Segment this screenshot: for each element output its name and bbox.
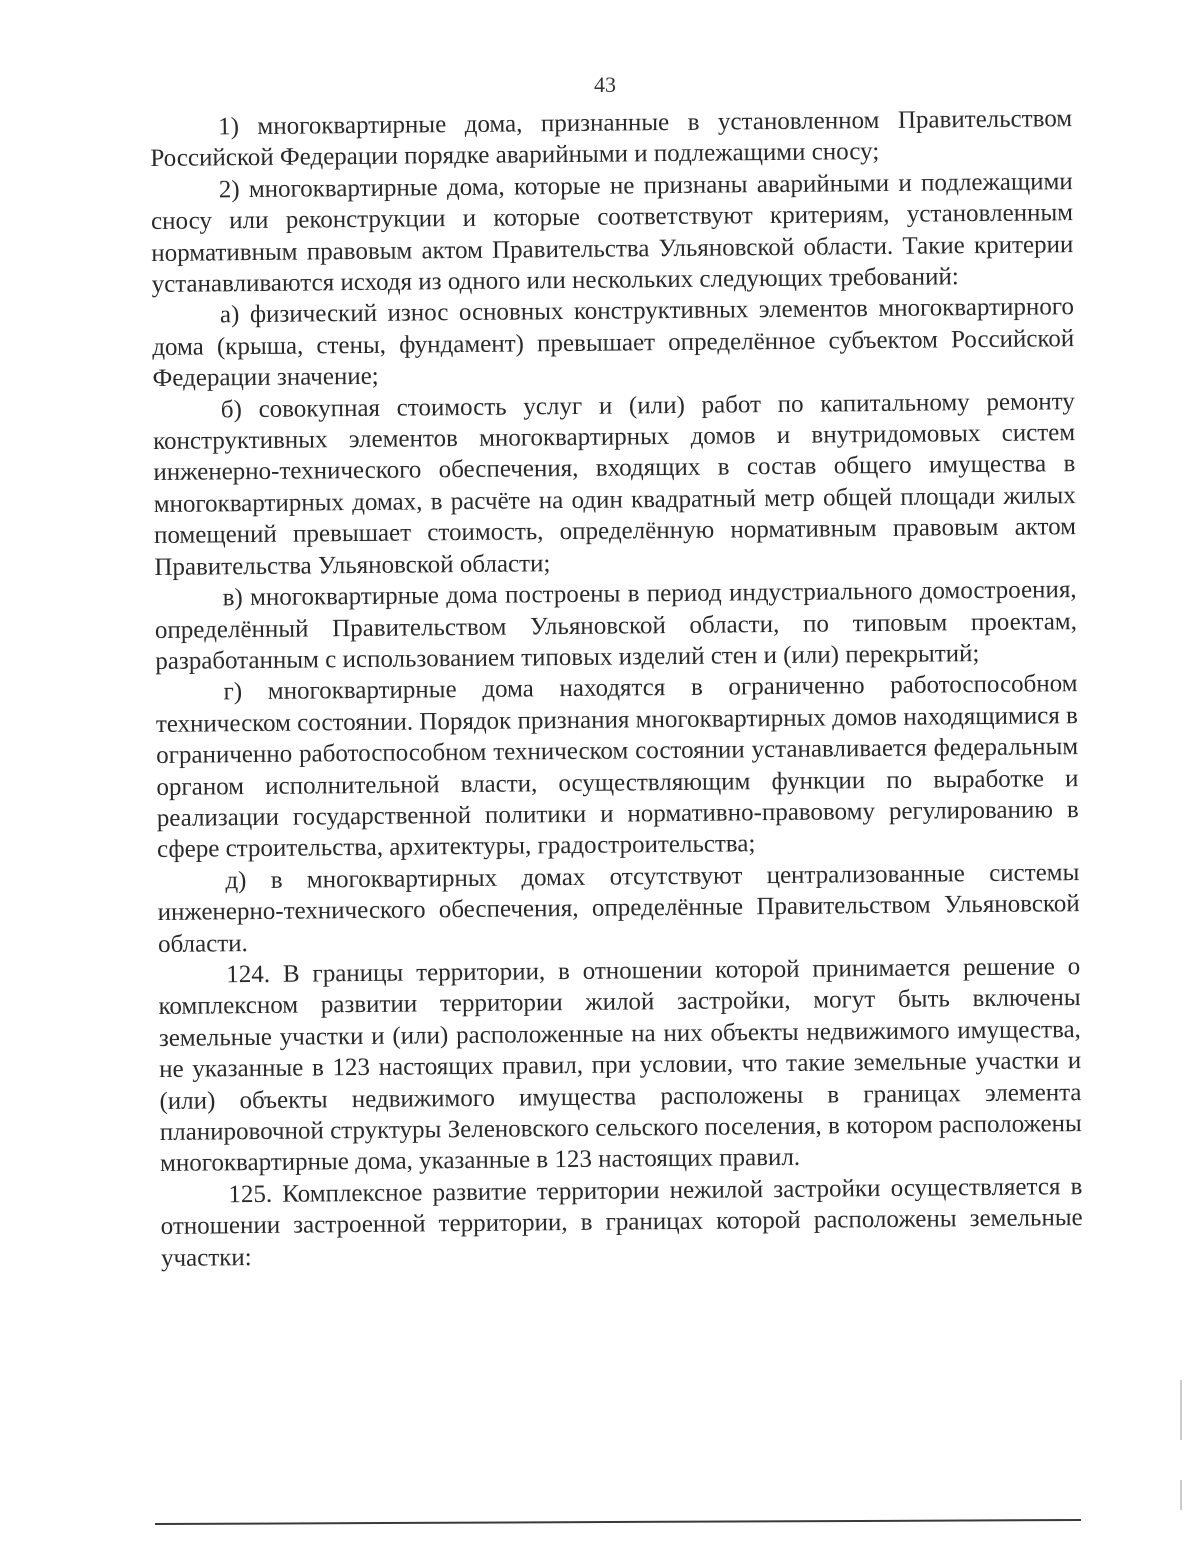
scan-artifact [1180, 1380, 1182, 1440]
paragraph-subitem-v: в) многоквартирные дома построены в период индустриального домостроения, определённый Правительством Ульяновской области, по типовым проектам, разработанным с использованием типовых изделий стен и (или) перекрытий; [154, 576, 1078, 675]
paragraph-subitem-b: б) совокупная стоимость услуг и (или) работ по капитальному ремонту конструктивных элементов многоквартирных домов и внутридомовых систем инженерно-технического обеспечения, входящих в состав общего имущества в многоквартирных домах, в расчёте на один квадратный метр общей площади жилых помещений превышает стоимость, определённую нормативным правовым актом Правительства Ульяновской области; [153, 387, 1077, 581]
paragraph-clause-125: 125. Комплексное развитие территории нежилой застройки осуществляется в отношении застроенной территории, в границах которой расположены земельные участки: [160, 1172, 1083, 1272]
paragraph-item-2: 2) многоквартирные дома, которые не признаны аварийными и подлежащими сносу или реконструкции и которые соответствуют критериям, установленным нормативным правовым актом Правительства Ульяновской области. Такие критерии устанавливаются исходя из одного или нескольких следующих требований: [150, 167, 1074, 299]
document-body [150, 103, 1083, 1274]
scan-artifact [1180, 1480, 1182, 1510]
footer-divider [155, 1519, 1081, 1525]
paragraph-subitem-a: а) физический износ основных конструктивных элементов многоквартирного дома (крыша, стены, фундамент) превышает определённое субъектом Российской Федерации значение; [152, 293, 1075, 393]
page-number: 43 [594, 72, 616, 97]
paragraph-clause-124: 124. В границы территории, в отношении которой принимается решение о комплексном развитии территории жилой застройки, могут быть включены земельные участки и (или) расположенные на них объекты недвижимого имущества, не указанные в 123 настоящих правил, при условии, что такие земельные участки и (или) объекты недвижимого имущества расположены в границах элемента планировочной структуры Зеленовского сельского поселения, в котором расположены многоквартирные дома, указанные в 123 настоящих правил. [158, 953, 1082, 1178]
paragraph-subitem-d: д) в многоквартирных домах отсутствуют централизованные системы инженерно-технического обеспечения, определённые Правительством Ульяновской области. [157, 858, 1080, 958]
paragraph-subitem-g: г) многоквартирные дома находятся в ограниченно работоспособном техническом состоянии. Порядок признания многоквартирных домов находящимися в ограниченно работоспособном техническом состоянии устанавливается федеральным органом исполнительной власти, осуществляющим функции по выработке и реализации государственной политики и нормативно-правовому регулированию в сфере строительства, архитектуры, градостроительства; [155, 670, 1079, 864]
paragraph-item-1: 1) многоквартирные дома, признанные в установленном Правительством Российской Федерации порядке аварийными и подлежащими сносу; [150, 105, 1073, 173]
